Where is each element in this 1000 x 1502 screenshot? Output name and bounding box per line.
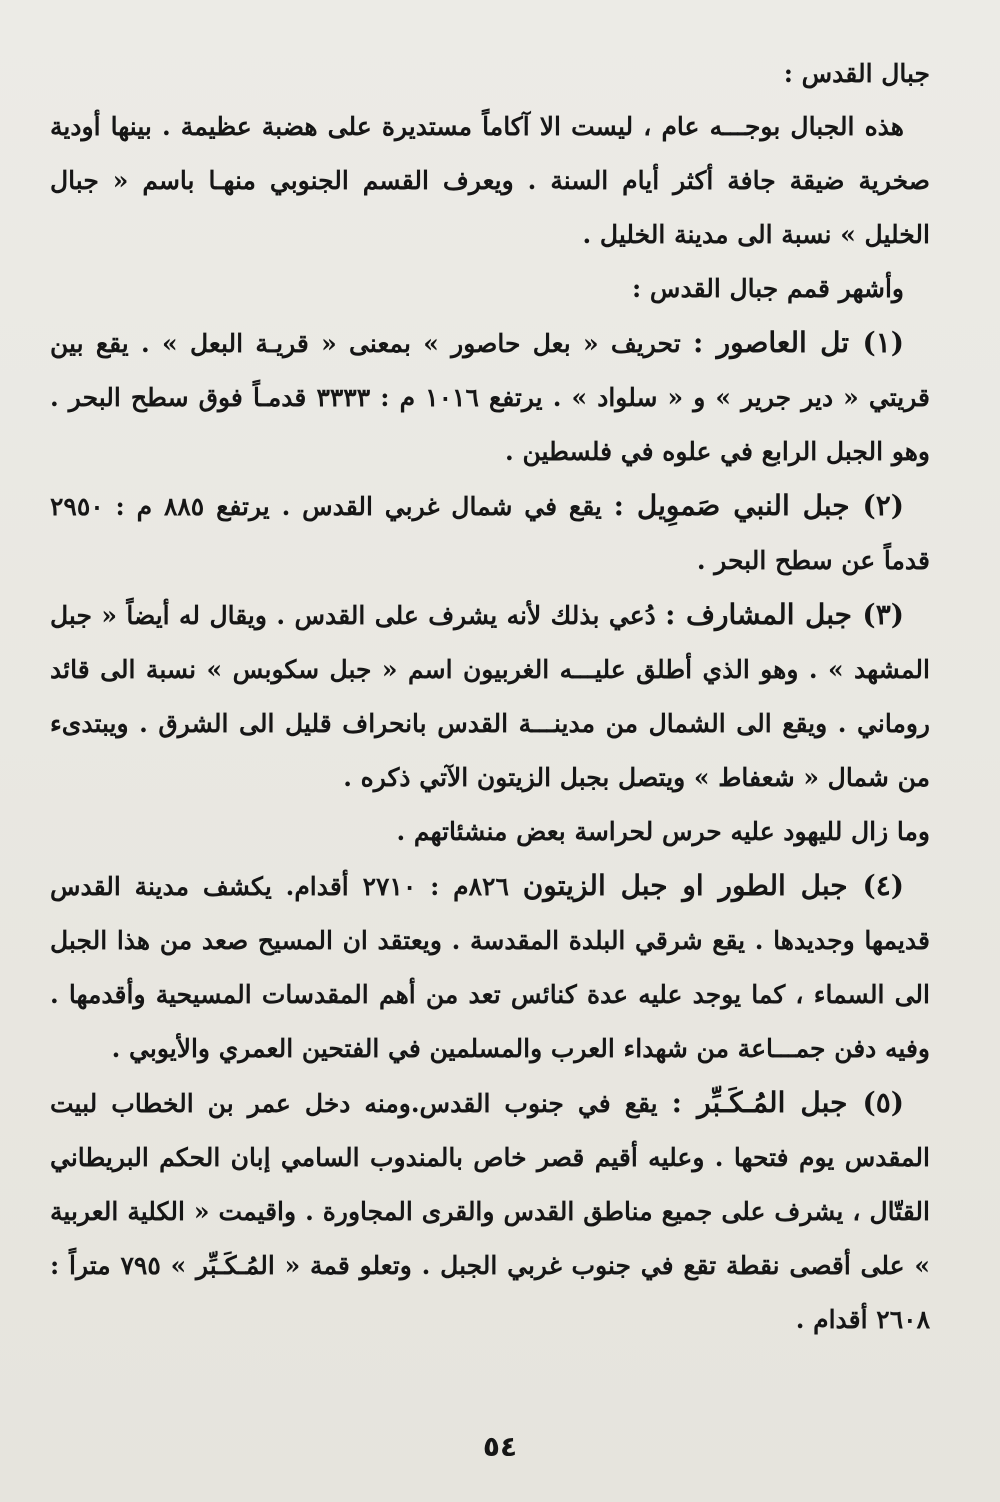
page-number: ٥٤ (482, 1430, 518, 1463)
section-title: جبال القدس : (783, 59, 930, 88)
peak-item-2 (50, 479, 930, 588)
peak-text-4: ٨٢٦م : ٢٧١٠ أقدام. يكشف مدينة القدس قديمها وجديدها . يقع شرقي البلدة المقدسة . ويعتقد ان المسيح صعد من هذا الجبل الى السماء ، كما يوجد عليه عدة كنائس تعد من أهم المقدسات المسيحية وأقدمها . وفيه دفن جمـــاعة من شهداء العرب والمسلمين في الفتحين العمري والأيوبي . (50, 872, 930, 1063)
peak-text-5: يقع في جنوب القدس.ومنه دخل عمر بن الخطاب لبيت المقدس يوم فتحها . وعليه أقيم قصر خاص بالمندوب السامي إبان الحكم البريطاني القتّال ، يشرف على جميع مناطق القدس والقرى المجاورة . واقيمت « الكلية العربية » على أقصى نقطة تقع في جنوب غربي الجبل . وتعلو قمة « المُـكَـبِّر » ٧٩٥ متراً : ٢٦٠٨ أقدام . (50, 1089, 931, 1334)
peak-title-5: (٥) جبل المُـكَـبِّر : (671, 1086, 905, 1119)
peak-item-3 (50, 588, 930, 805)
peak-item-4 (50, 859, 930, 1076)
peaks-intro: وأشهر قمم جبال القدس : (632, 274, 904, 303)
peak-text-2: يقع في شمال غربي القدس . يرتفع ٨٨٥ م : ٢٩٥٠ قدماً عن سطح البحر . (50, 492, 930, 575)
intro-paragraph: هذه الجبال بوجـــه عام ، ليست الا آكاماً مستديرة على هضبة عظيمة . بينها أودية صخرية ضيقة جافة أكثر أيام السنة . ويعرف القسم الجنوبي منهـا باسم « جبال الخليل » نسبة الى مدينة الخليل . (50, 112, 930, 249)
peak-title-3: (٣) جبل المشارف : (665, 598, 904, 631)
peak-text-3: دُعي بذلك لأنه يشرف على القدس . ويقال له أيضاً « جبل المشهد » . وهو الذي أطلق عليـــه الغربيون اسم « جبل سكوبس » نسبة الى قائد روماني . ويقع الى الشمال من مدينـــة القدس بانحراف قليل الى الشرق . ويبتدىء من شمال « شعفاط » ويتصل بجبل الزيتون الآتي ذكره . (50, 601, 930, 792)
peak-text-1: تحريف « بعل حاصور » بمعنى « قريـة البعل » . يقع بين قريتي « دير جرير » و « سلواد » . يرتفع ١٠١٦ م : ٣٣٣٣ قدمـاً فوق سطح البحر . وهو الجبل الرابع في علوه في فلسطين . (50, 329, 930, 466)
peak-item-5 (50, 1076, 930, 1347)
peak-note-3: وما زال لليهود عليه حرس لحراسة بعض منشئاتهم . (396, 817, 930, 846)
peak-item-1 (50, 316, 930, 479)
peak-title-4: (٤) جبل الطور او جبل الزيتون (522, 869, 904, 902)
peak-title-2: (٢) جبل النبي صَموِيل : (613, 489, 905, 522)
page-text (50, 48, 930, 1347)
peak-title-1: (١) تل العاصور : (692, 326, 904, 359)
